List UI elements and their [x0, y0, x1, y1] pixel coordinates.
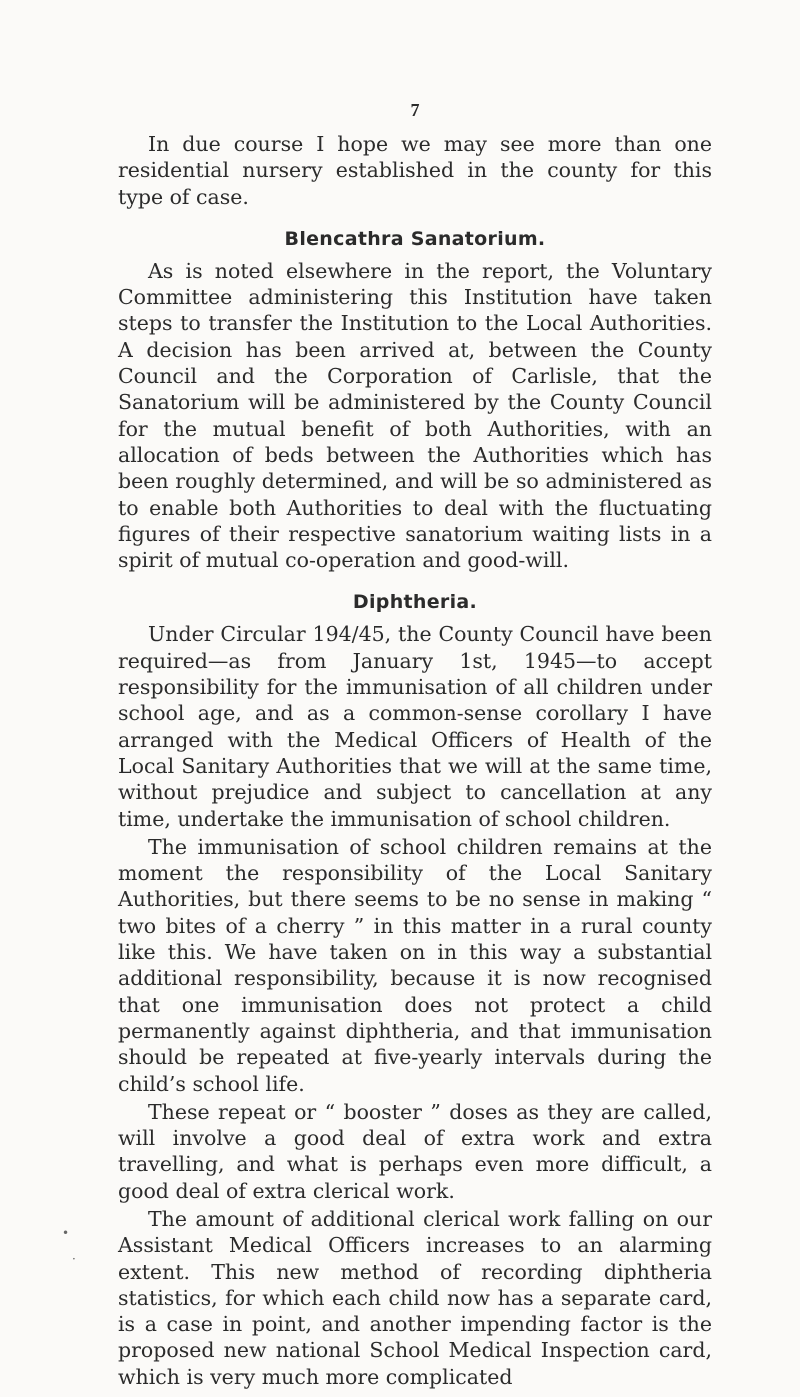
- margin-dot-mark: ·: [72, 1252, 76, 1266]
- diphtheria-paragraph-1: Under Circular 194/45, the County Council have been required—as from January 1st, 1945—to accept responsibility for the immunisation of all children under school age, and as a common-sense corollary I have arranged with the Medical Officers of Health of the Local Sanitary Authorities that we will at the same time, without prejudice and subject to cancellation at any time, undertake the immunisation of school children.: [118, 622, 712, 831]
- diphtheria-paragraph-2: The immunisation of school children remains at the moment the responsibility of the Local Sanitary Authorities, but there seems to be no sense in making “ two bites of a cherry ” in this matter in a rural county like this. We have taken on in this way a substantial additional responsibility, because it is now recognised that one immunisation does not protect a child permanently against diphtheria, and that immunisation should be repeated at five-yearly intervals during the child’s school life.: [118, 834, 712, 1096]
- intro-paragraph: In due course I hope we may see more than one residential nursery established in the county for this type of case.: [118, 132, 712, 209]
- section-heading-diphtheria: Diphtheria.: [352, 591, 478, 614]
- section-heading-blencathra: Blencathra Sanatorium.: [284, 227, 546, 250]
- margin-dot-mark: •: [62, 1226, 70, 1240]
- diphtheria-paragraph-4: The amount of additional clerical work falling on our Assistant Medical Officers increases to an alarming extent. This new method of recording diphtheria statistics, for which each child now has a separate card, is a case in point, and another impending factor is the proposed new national School Medical Inspection card, which is very much more complicated: [118, 1206, 712, 1389]
- page-number: 7: [410, 100, 420, 120]
- diphtheria-paragraph-3: These repeat or “ booster ” doses as they are called, will involve a good deal of extra work and extra travelling, and what is perhaps even more difficult, a good deal of extra clerical work.: [118, 1099, 712, 1203]
- blencathra-paragraph: As is noted elsewhere in the report, the Voluntary Committee administering this Institution have taken steps to transfer the Institution to the Local Authorities. A decision has been arrived at, between the County Council and the Corporation of Carlisle, that the Sanatorium will be administered by the County Council for the mutual benefit of both Authorities, with an allocation of beds between the Authorities which has been roughly determined, and will be so administered as to enable both Authorities to deal with the fluctuating figures of their respective sanatorium waiting lists in a spirit of mutual co-operation and good-will.: [118, 258, 712, 573]
